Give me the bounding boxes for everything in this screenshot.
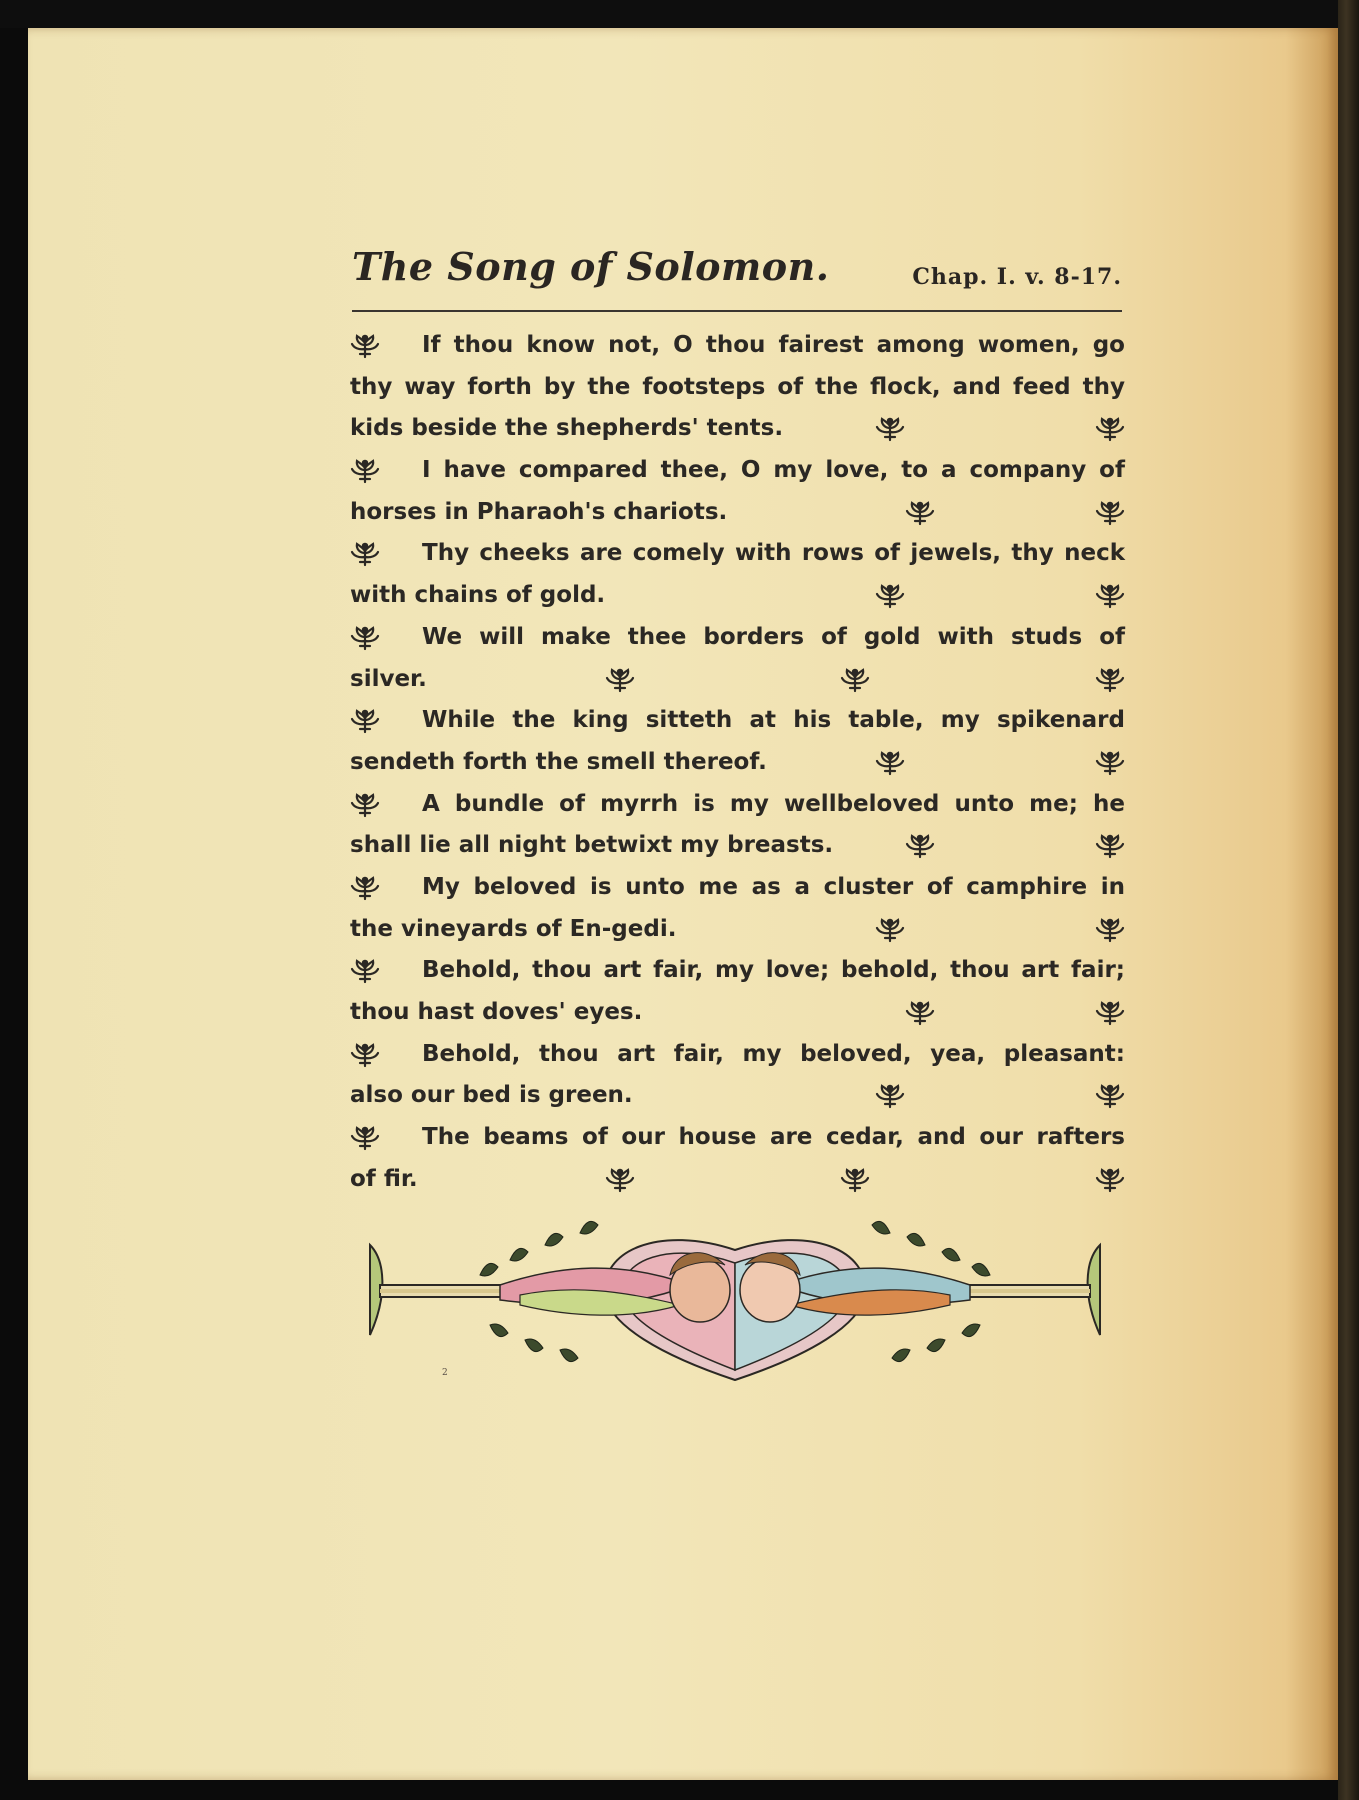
leaf-fleuron-icon: [905, 500, 935, 526]
verse-line: [350, 825, 1125, 867]
verse-text: thy way forth by the footsteps of the flock, and feed thy: [350, 373, 1125, 400]
leaf-fleuron-icon: [350, 625, 380, 651]
leaf-fleuron-icon: [605, 1167, 635, 1193]
leaf-fleuron-icon: [350, 1125, 380, 1151]
verse-line: [350, 450, 1125, 492]
leaf-fleuron-icon: [350, 333, 380, 359]
verse-text: The beams of our house are cedar, and our rafters: [422, 1124, 1125, 1151]
verse-line: [350, 784, 1125, 826]
verse: [350, 533, 1125, 616]
leaf-fleuron-icon: [350, 792, 380, 818]
verse: [350, 867, 1125, 950]
leaf-fleuron-icon: [875, 416, 905, 442]
verse-line: [350, 492, 1125, 534]
verse: [350, 1117, 1125, 1200]
verse: [350, 950, 1125, 1033]
top-border: [0, 0, 1359, 28]
verse-list: [350, 325, 1125, 1200]
verse-text: If thou know not, O thou fairest among women, go: [422, 332, 1125, 358]
verse-line: [350, 408, 1125, 450]
leaf-fleuron-icon: [875, 917, 905, 943]
verse-line: [350, 575, 1125, 617]
leaf-fleuron-icon: [350, 458, 380, 484]
leaf-fleuron-icon: [350, 708, 380, 734]
leaf-fleuron-icon: [1095, 500, 1125, 526]
leaf-fleuron-icon: [350, 958, 380, 984]
verse: [350, 784, 1125, 867]
leaf-fleuron-icon: [1095, 750, 1125, 776]
verse-line: [350, 325, 1125, 367]
verse-line: [350, 742, 1125, 784]
cherubs-headpiece-illustration: [360, 1205, 1110, 1390]
verse-text: We will make thee borders of gold with studs of: [422, 623, 1125, 650]
verse-text: I have compared thee, O my love, to a company of: [422, 457, 1125, 484]
verse-text: Behold, thou art fair, my love; behold, thou art fair;: [422, 957, 1125, 984]
verse-text: the vineyards of En-gedi.: [350, 915, 677, 942]
leaf-fleuron-icon: [350, 875, 380, 901]
leaf-fleuron-icon: [840, 1167, 870, 1193]
book-edge: [1338, 0, 1359, 1800]
verse-text: silver.: [350, 665, 427, 692]
leaf-fleuron-icon: [1095, 583, 1125, 609]
verse-text: My beloved is unto me as a cluster of camphire in: [422, 873, 1125, 900]
verse-line: [350, 700, 1125, 742]
verse-line: [350, 1117, 1125, 1159]
leaf-fleuron-icon: [605, 667, 635, 693]
verse-line: [350, 617, 1125, 659]
verse-text: thou hast doves' eyes.: [350, 999, 643, 1025]
verse-line: [350, 1075, 1125, 1117]
header-rule: [352, 310, 1122, 312]
verse-text: also our bed is green.: [350, 1082, 633, 1109]
verse-line: [350, 992, 1125, 1034]
verse-text: sendeth forth the smell thereof.: [350, 748, 767, 775]
verse-line: [350, 1159, 1125, 1201]
verse-line: [350, 867, 1125, 909]
verse-line: [350, 367, 1125, 409]
leaf-fleuron-icon: [350, 541, 380, 567]
verse-line: [350, 950, 1125, 992]
page-header: [350, 240, 1122, 300]
leaf-fleuron-icon: [1095, 416, 1125, 442]
chapter-reference: Chap. I. v. 8-17.: [912, 264, 1122, 290]
verse: [350, 325, 1125, 450]
leaf-fleuron-icon: [840, 667, 870, 693]
leaf-fleuron-icon: [1095, 1000, 1125, 1026]
running-title: The Song of Solomon.: [352, 244, 830, 289]
verse-text: While the king sitteth at his table, my spikenard: [422, 707, 1125, 734]
leaf-fleuron-icon: [1095, 1083, 1125, 1109]
verse-text: horses in Pharaoh's chariots.: [350, 498, 728, 525]
verse-text: Behold, thou art fair, my beloved, yea, pleasant:: [422, 1040, 1125, 1067]
verse-text: shall lie all night betwixt my breasts.: [350, 832, 834, 859]
verse-line: [350, 533, 1125, 575]
leaf-fleuron-icon: [1095, 833, 1125, 859]
verse: [350, 450, 1125, 533]
leaf-fleuron-icon: [905, 833, 935, 859]
verse: [350, 1034, 1125, 1117]
leaf-fleuron-icon: [875, 1083, 905, 1109]
verse-text: of fir.: [350, 1165, 418, 1192]
verse-line: [350, 909, 1125, 951]
verse-line: [350, 1034, 1125, 1076]
leaf-fleuron-icon: [875, 583, 905, 609]
leaf-fleuron-icon: [1095, 1167, 1125, 1193]
leaf-fleuron-icon: [1095, 917, 1125, 943]
verse-text: Thy cheeks are comely with rows of jewels, thy neck: [422, 540, 1125, 567]
verse: [350, 700, 1125, 783]
verse-text: A bundle of myrrh is my wellbeloved unto me; he: [422, 790, 1125, 817]
leaf-fleuron-icon: [1095, 667, 1125, 693]
verse-text: kids beside the shepherds' tents.: [350, 415, 784, 442]
leaf-fleuron-icon: [875, 750, 905, 776]
leaf-fleuron-icon: [350, 1042, 380, 1068]
verse-text: with chains of gold.: [350, 582, 606, 609]
leaf-fleuron-icon: [905, 1000, 935, 1026]
folio-number: 2: [442, 1368, 448, 1378]
verse-line: [350, 659, 1125, 701]
verse: [350, 617, 1125, 700]
